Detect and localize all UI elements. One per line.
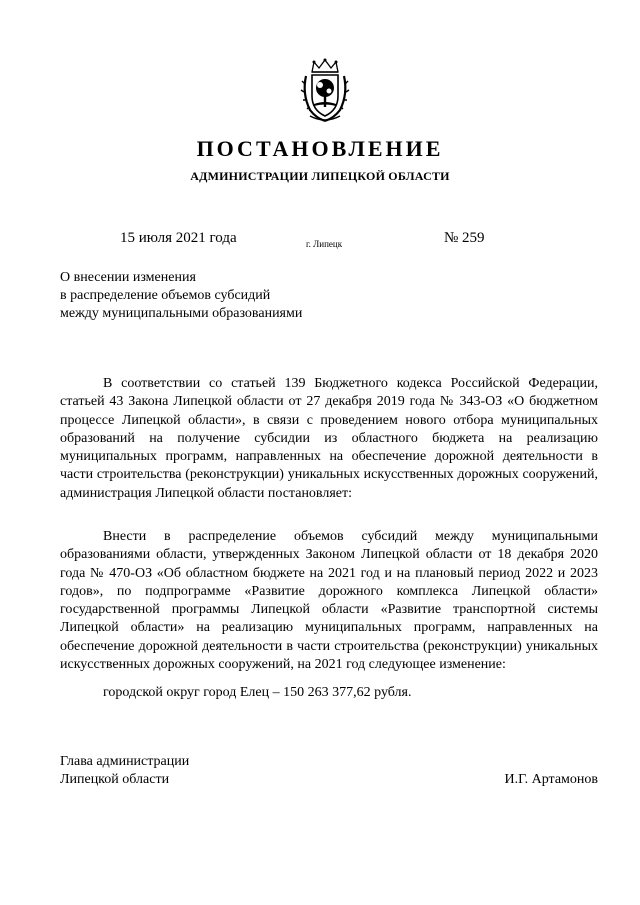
- document-date: 15 июля 2021 года: [120, 230, 237, 246]
- signature-position: [60, 753, 189, 789]
- body-list-item: городской округ город Елец – 150 263 377,62 рубля.: [103, 685, 412, 700]
- body-paragraph-preamble: В соответствии со статьей 139 Бюджетного кодекса Российской Федерации, статьей 43 Закона Липецкой области от 27 декабря 2019 года № 343-ОЗ «О бюджетном процессе Липецкой области», в связи с проведением нового отбора муниципальных образований на получение субсидии из областного бюджета на реализацию муниципальных программ, направленных на обеспечение дорожной деятельности в части строительства (реконструкции) уникальных искусственных дорожных сооружений, администрация Липецкой области постановляет:: [60, 376, 598, 501]
- signature-name: И.Г. Артамонов: [504, 772, 598, 787]
- document-number: № 259: [444, 230, 485, 246]
- body-paragraph-resolution: Внести в распределение объемов субсидий между муниципальными образованиями области, утвержденных Законом Липецкой области от 18 декабря 2020 года № 470-ОЗ «Об областном бюджете на 2021 год и на плановый период 2022 и 2023 годов», по подпрограмме «Развитие дорожного комплекса Липецкой области» государственной программы Липецкой области «Развитие транспортной системы Липецкой области» на реализацию муниципальных программ, направленных на обеспечение дорожной деятельности в части строительства (реконструкции) уникальных искусственных дорожных сооружений, на 2021 год следующее изменение:: [60, 529, 598, 673]
- document-subject: [60, 269, 302, 323]
- subject-line: в распределение объемов субсидий: [60, 288, 271, 303]
- document-city: г. Липецк: [306, 239, 343, 249]
- document-issuer: АДМИНИСТРАЦИИ ЛИПЕЦКОЙ ОБЛАСТИ: [190, 169, 450, 183]
- signature-position-line: Липецкой области: [60, 772, 170, 787]
- subject-line: между муниципальными образованиями: [60, 306, 303, 321]
- coat-of-arms-icon: [300, 58, 350, 124]
- subject-line: О внесении изменения: [60, 270, 196, 285]
- document-title: ПОСТАНОВЛЕНИЕ: [196, 136, 444, 161]
- signature-position-line: Глава администрации: [60, 754, 190, 769]
